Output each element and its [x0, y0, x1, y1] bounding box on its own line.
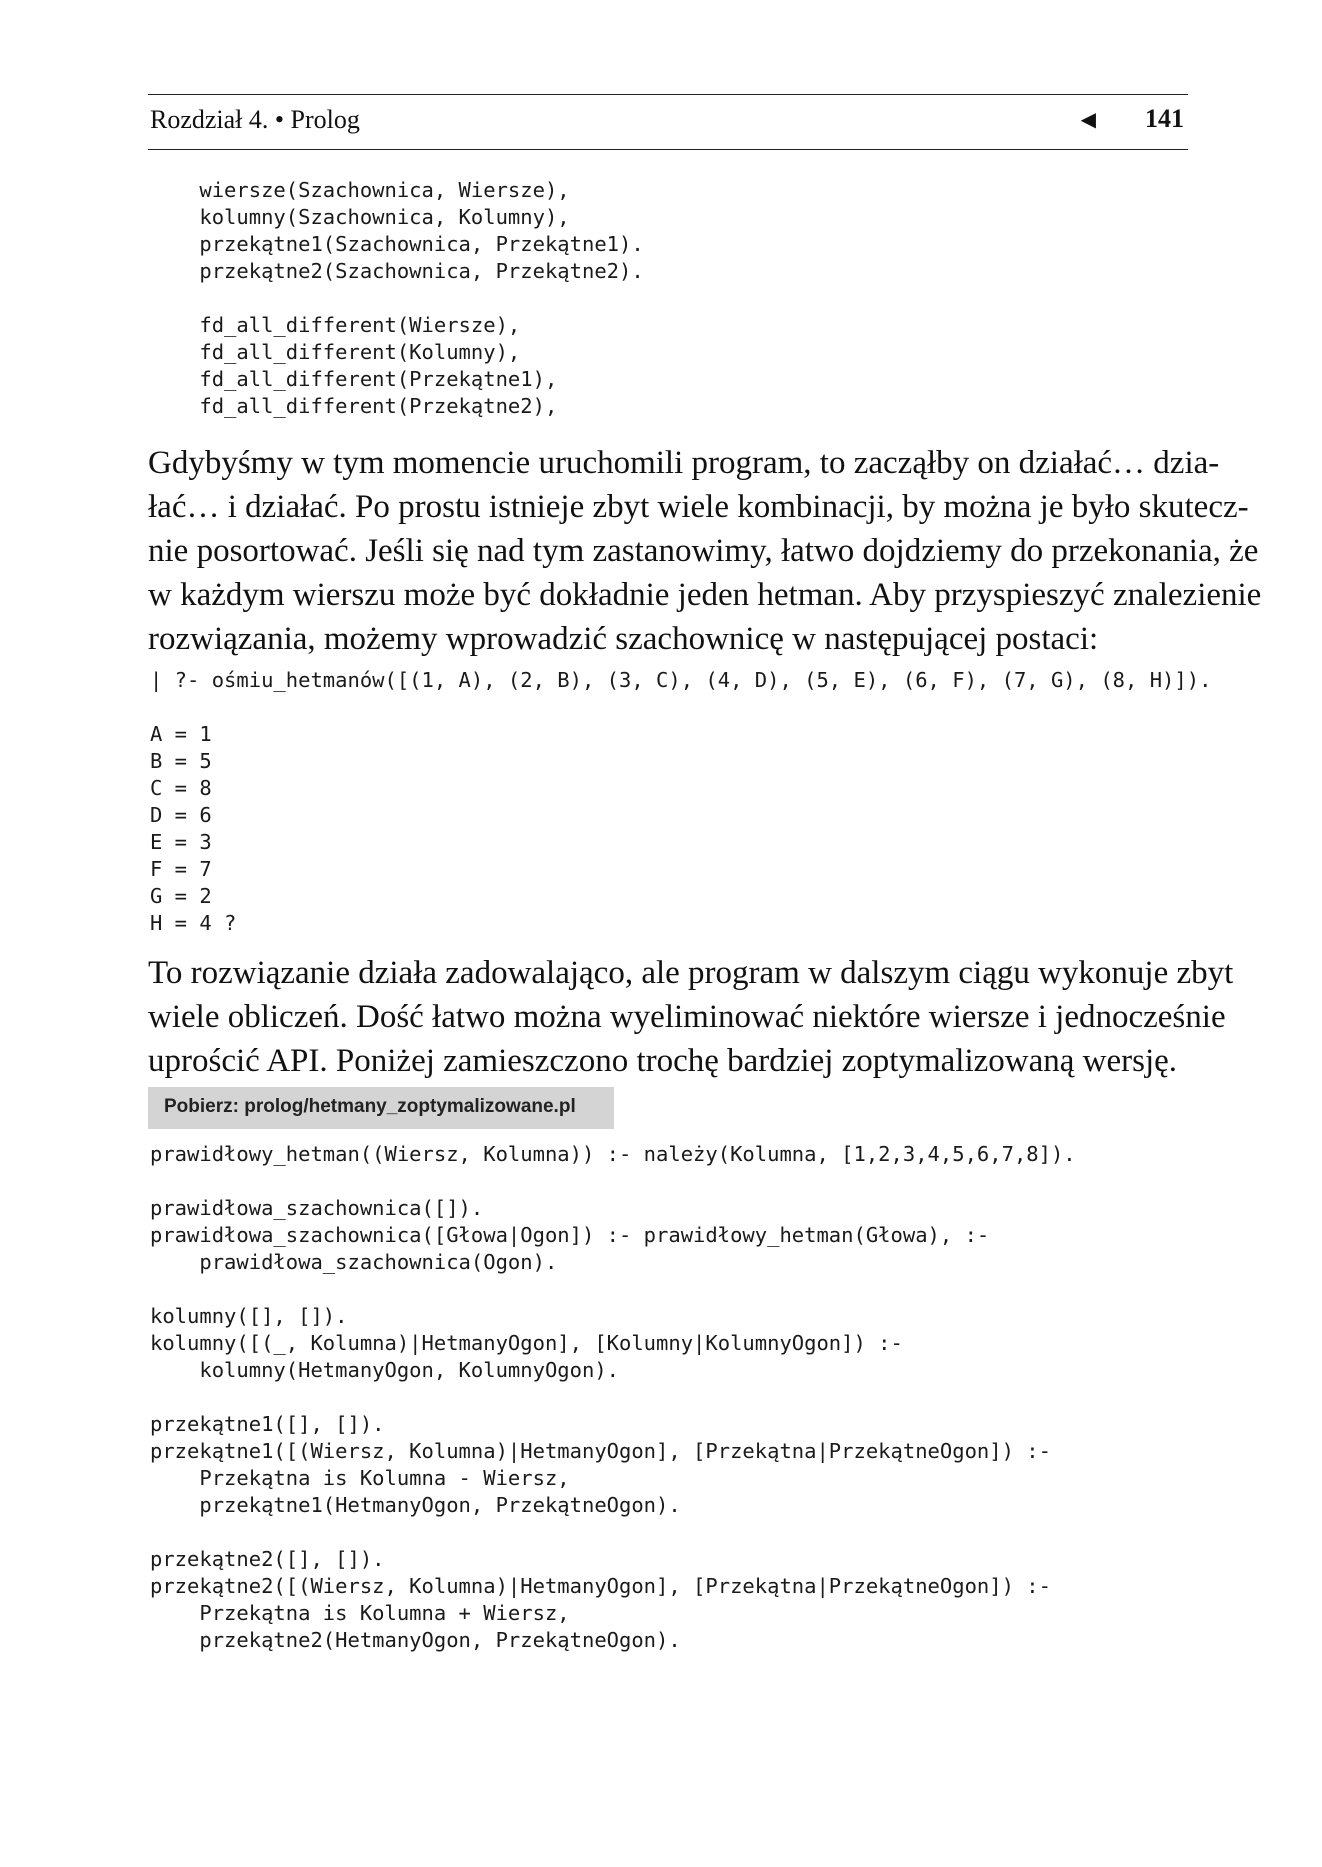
paragraph-1 — [148, 441, 1262, 661]
page-number: 141 — [1145, 104, 1184, 133]
chapter-title: Rozdział 4. • Prolog — [150, 105, 360, 134]
paragraph-line: w każdym wierszu może być dokładnie jeden hetman. Aby przyspieszyć znalezienie — [148, 577, 1262, 613]
page-header — [148, 94, 1188, 150]
paragraph-line: rozwiązania, możemy wprowadzić szachownicę w następującej postaci: — [148, 621, 1099, 657]
paragraph-line: łać… i działać. Po prostu istnieje zbyt wiele kombinacji, by można je było skutecz- — [148, 489, 1249, 525]
paragraph-line: nie posortować. Jeśli się nad tym zastanowimy, łatwo dojdziemy do przekonania, że — [148, 533, 1259, 569]
paragraph-2 — [148, 951, 1234, 1083]
paragraph-line: wiele obliczeń. Dość łatwo można wyeliminować niektóre wiersze i jednocześnie — [148, 999, 1226, 1035]
paragraph-line: Gdybyśmy w tym momencie uruchomili program, to zacząłby on działać… dzia- — [148, 445, 1220, 481]
left-triangle-icon: ◀ — [1080, 107, 1096, 131]
paragraph-line: uprościć API. Poniżej zamieszczono trochę bardziej zoptymalizowaną wersję. — [148, 1043, 1178, 1079]
paragraph-line: To rozwiązanie działa zadowalająco, ale program w dalszym ciągu wykonuje zbyt — [148, 955, 1234, 991]
code-block-query-result: | ?- ośmiu_hetmanów([(1, A), (2, B), (3, C), (4, D), (5, E), (6, F), (7, G), (8, H)]). A = 1 B = 5 C = 8 D = 6 E = 3 F = 7 G = 2 H = 4 ? — [150, 668, 1212, 935]
code-block-optimized: prawidłowy_hetman((Wiersz, Kolumna)) :- należy(Kolumna, [1,2,3,4,5,6,7,8]). prawidłowa_szachownica([]). prawidłowa_szachownica([Głowa|Ogon]) :- prawidłowy_hetman(Głowa), :- prawidłowa_szachownica(Ogon). kolumny([], []). kolumny([(_, Kolumna)|HetmanyOgon], [Kolumny|KolumnyOgon]) :- kolumny(HetmanyOgon, KolumnyOgon). przekątne1([], []). przekątne1([(Wiersz, Kolumna)|HetmanyOgon], [Przekątna|PrzekątneOgon]) :- Przekątna is Kolumna - Wiersz, przekątne1(HetmanyOgon, PrzekątneOgon). przekątne2([], []). przekątne2([(Wiersz, Kolumna)|HetmanyOgon], [Przekątna|PrzekątneOgon]) :- Przekątna is Kolumna + Wiersz, przekątne2(HetmanyOgon, PrzekątneOgon). — [150, 1142, 1076, 1652]
download-label: Pobierz: prolog/hetmany_zoptymalizowane.pl — [164, 1096, 576, 1117]
code-block-constraints: wiersze(Szachownica, Wiersze), kolumny(Szachownica, Kolumny), przekątne1(Szachownica, Przekątne1). przekątne2(Szachownica, Przekątne2). fd_all_different(Wiersze), fd_all_different(Kolumny), fd_all_different(Przekątne1), fd_all_different(Przekątne2), — [199, 178, 644, 418]
download-label-box — [148, 1087, 614, 1129]
